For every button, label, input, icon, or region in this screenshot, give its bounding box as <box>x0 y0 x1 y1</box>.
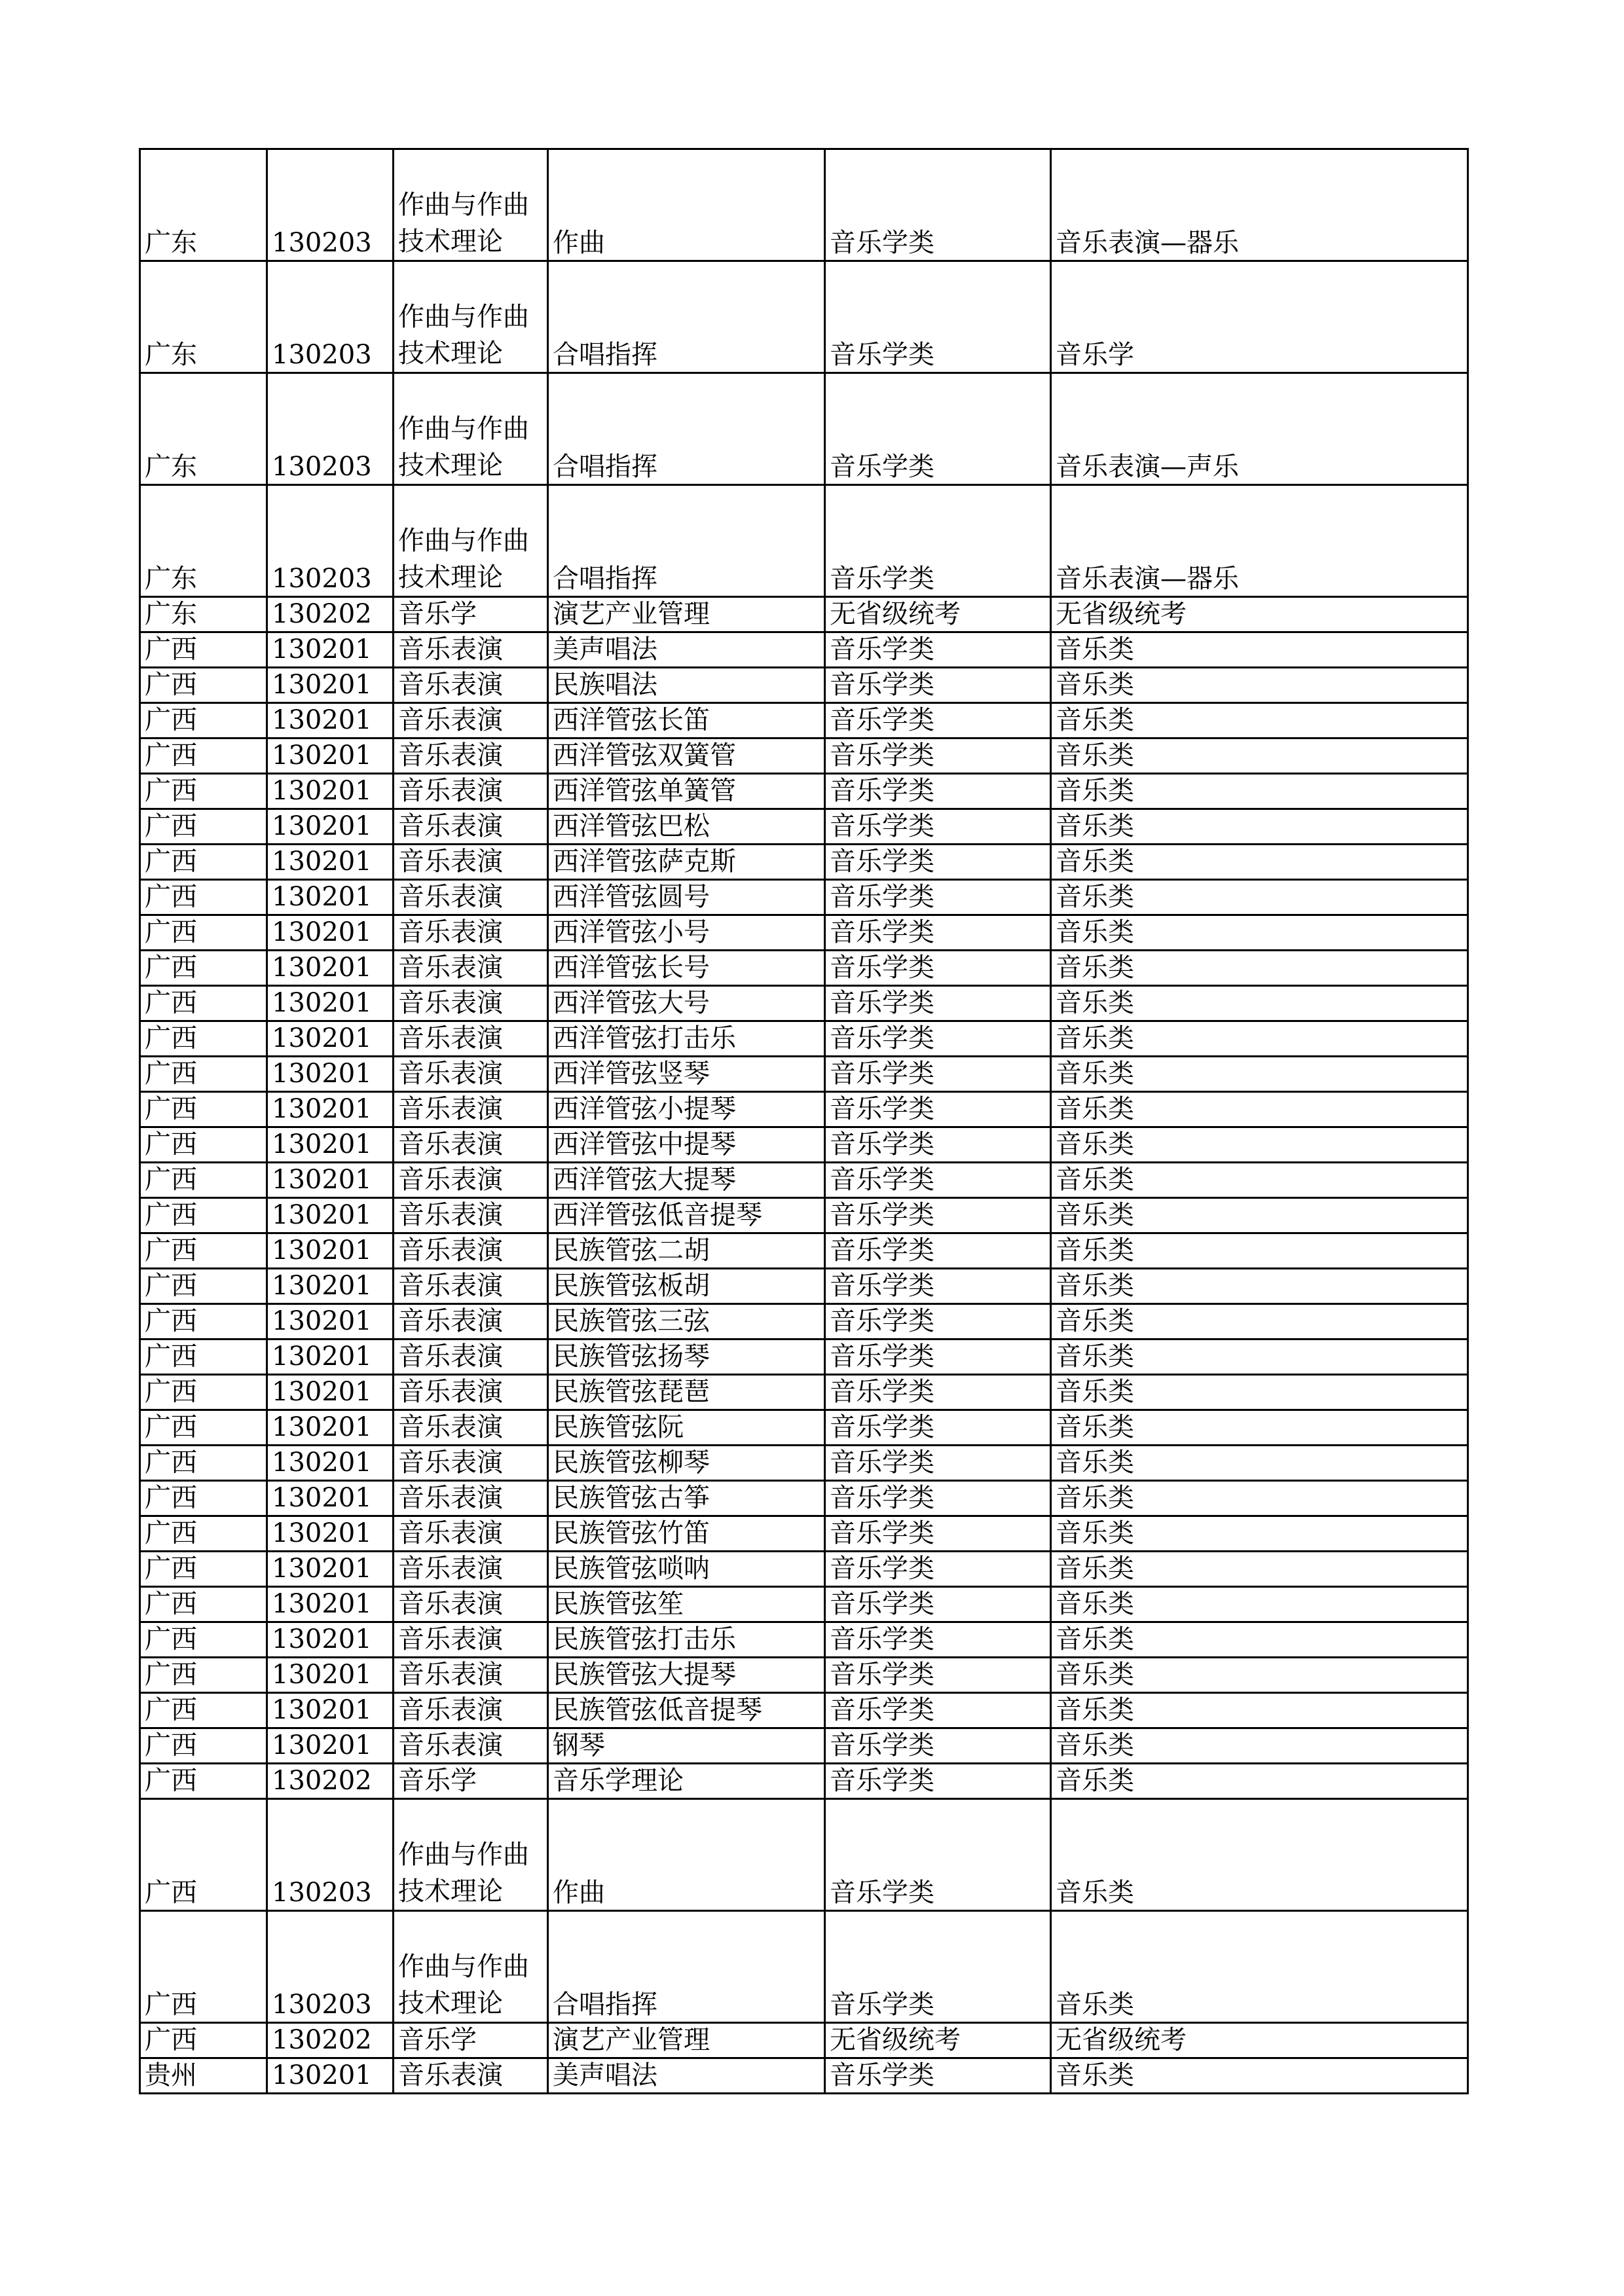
major-cell: 音乐表演 <box>394 915 548 951</box>
code-cell: 130203 <box>267 261 394 373</box>
direction-cell: 西洋管弦中提琴 <box>548 1127 825 1163</box>
table-row <box>140 1516 1468 1552</box>
exam-category-cell: 音乐类 <box>1051 1516 1468 1552</box>
code-cell: 130201 <box>267 774 394 809</box>
exam-category-cell: 音乐类 <box>1051 1728 1468 1764</box>
direction-cell: 西洋管弦小提琴 <box>548 1092 825 1127</box>
major-cell: 音乐表演 <box>394 1552 548 1587</box>
province-cell: 广西 <box>140 1911 267 2023</box>
direction-cell: 民族管弦二胡 <box>548 1233 825 1269</box>
exam-category-cell: 音乐类 <box>1051 1375 1468 1410</box>
category-cell: 音乐学类 <box>825 1481 1051 1516</box>
table-row <box>140 1728 1468 1764</box>
exam-category-cell: 音乐类 <box>1051 668 1468 703</box>
table-row <box>140 1339 1468 1375</box>
exam-category-cell: 音乐类 <box>1051 1163 1468 1198</box>
table-row <box>140 986 1468 1021</box>
province-cell: 广东 <box>140 149 267 261</box>
province-cell: 广西 <box>140 1552 267 1587</box>
table-row <box>140 1410 1468 1446</box>
table-row <box>140 1446 1468 1481</box>
table-row <box>140 1269 1468 1304</box>
table-row <box>140 1198 1468 1233</box>
category-cell: 音乐学类 <box>825 738 1051 774</box>
table-row <box>140 1092 1468 1127</box>
category-cell: 音乐学类 <box>825 915 1051 951</box>
direction-cell: 合唱指挥 <box>548 1911 825 2023</box>
category-cell: 音乐学类 <box>825 951 1051 986</box>
direction-cell: 民族管弦三弦 <box>548 1304 825 1339</box>
province-cell: 广西 <box>140 986 267 1021</box>
code-cell: 130203 <box>267 1911 394 2023</box>
exam-category-cell: 音乐类 <box>1051 1410 1468 1446</box>
table-row <box>140 632 1468 668</box>
major-cell: 音乐表演 <box>394 845 548 880</box>
major-cell: 音乐表演 <box>394 1163 548 1198</box>
direction-cell: 民族唱法 <box>548 668 825 703</box>
category-cell: 无省级统考 <box>825 597 1051 632</box>
category-cell: 音乐学类 <box>825 1658 1051 1693</box>
table-row <box>140 1163 1468 1198</box>
province-cell: 贵州 <box>140 2058 267 2094</box>
category-cell: 音乐学类 <box>825 1911 1051 2023</box>
table-row <box>140 738 1468 774</box>
code-cell: 130201 <box>267 1198 394 1233</box>
direction-cell: 西洋管弦长号 <box>548 951 825 986</box>
exam-category-cell: 音乐类 <box>1051 1622 1468 1658</box>
code-cell: 130202 <box>267 597 394 632</box>
code-cell: 130201 <box>267 1410 394 1446</box>
category-cell: 音乐学类 <box>825 1587 1051 1622</box>
table-row <box>140 1658 1468 1693</box>
province-cell: 广东 <box>140 373 267 485</box>
code-cell: 130201 <box>267 1375 394 1410</box>
major-cell: 音乐表演 <box>394 738 548 774</box>
direction-cell: 民族管弦扬琴 <box>548 1339 825 1375</box>
category-cell: 音乐学类 <box>825 1446 1051 1481</box>
category-cell: 无省级统考 <box>825 2023 1051 2058</box>
exam-category-cell: 无省级统考 <box>1051 597 1468 632</box>
category-cell: 音乐学类 <box>825 373 1051 485</box>
code-cell: 130201 <box>267 668 394 703</box>
exam-category-cell: 音乐类 <box>1051 1304 1468 1339</box>
code-cell: 130203 <box>267 149 394 261</box>
direction-cell: 演艺产业管理 <box>548 597 825 632</box>
direction-cell: 作曲 <box>548 1799 825 1911</box>
major-cell: 音乐表演 <box>394 632 548 668</box>
code-cell: 130201 <box>267 1233 394 1269</box>
major-cell: 音乐表演 <box>394 2058 548 2094</box>
table-row <box>140 1233 1468 1269</box>
province-cell: 广西 <box>140 951 267 986</box>
major-cell: 音乐表演 <box>394 1446 548 1481</box>
category-cell: 音乐学类 <box>825 2058 1051 2094</box>
table-row <box>140 668 1468 703</box>
category-cell: 音乐学类 <box>825 880 1051 915</box>
code-cell: 130201 <box>267 915 394 951</box>
code-cell: 130201 <box>267 738 394 774</box>
table-row <box>140 1764 1468 1799</box>
province-cell: 广西 <box>140 1163 267 1198</box>
exam-category-cell: 音乐类 <box>1051 880 1468 915</box>
direction-cell: 民族管弦古筝 <box>548 1481 825 1516</box>
province-cell: 广西 <box>140 632 267 668</box>
code-cell: 130201 <box>267 1658 394 1693</box>
code-cell: 130201 <box>267 986 394 1021</box>
major-cell: 音乐表演 <box>394 1233 548 1269</box>
exam-category-cell: 音乐类 <box>1051 845 1468 880</box>
direction-cell: 民族管弦竹笛 <box>548 1516 825 1552</box>
major-cell: 音乐表演 <box>394 809 548 845</box>
exam-category-cell: 音乐类 <box>1051 915 1468 951</box>
exam-category-cell: 音乐学 <box>1051 261 1468 373</box>
major-cell: 作曲与作曲技术理论 <box>394 373 548 485</box>
major-cell: 音乐表演 <box>394 1410 548 1446</box>
province-cell: 广西 <box>140 1233 267 1269</box>
major-cell: 音乐表演 <box>394 1516 548 1552</box>
category-cell: 音乐学类 <box>825 1552 1051 1587</box>
code-cell: 130202 <box>267 2023 394 2058</box>
province-cell: 广西 <box>140 1339 267 1375</box>
province-cell: 广西 <box>140 1410 267 1446</box>
category-cell: 音乐学类 <box>825 1516 1051 1552</box>
code-cell: 130201 <box>267 1622 394 1658</box>
direction-cell: 西洋管弦长笛 <box>548 703 825 738</box>
direction-cell: 民族管弦阮 <box>548 1410 825 1446</box>
province-cell: 广西 <box>140 1658 267 1693</box>
category-cell: 音乐学类 <box>825 1233 1051 1269</box>
major-cell: 音乐表演 <box>394 951 548 986</box>
province-cell: 广西 <box>140 1304 267 1339</box>
province-cell: 广西 <box>140 1799 267 1911</box>
category-cell: 音乐学类 <box>825 986 1051 1021</box>
direction-cell: 西洋管弦打击乐 <box>548 1021 825 1057</box>
table-row <box>140 1587 1468 1622</box>
code-cell: 130203 <box>267 485 394 597</box>
code-cell: 130201 <box>267 1552 394 1587</box>
exam-category-cell: 音乐类 <box>1051 738 1468 774</box>
code-cell: 130203 <box>267 373 394 485</box>
province-cell: 广西 <box>140 915 267 951</box>
code-cell: 130201 <box>267 1057 394 1092</box>
category-cell: 音乐学类 <box>825 668 1051 703</box>
code-cell: 130201 <box>267 1446 394 1481</box>
category-cell: 音乐学类 <box>825 261 1051 373</box>
direction-cell: 演艺产业管理 <box>548 2023 825 2058</box>
province-cell: 广西 <box>140 774 267 809</box>
province-cell: 广西 <box>140 1764 267 1799</box>
major-cell: 音乐表演 <box>394 986 548 1021</box>
direction-cell: 西洋管弦巴松 <box>548 809 825 845</box>
direction-cell: 西洋管弦小号 <box>548 915 825 951</box>
exam-category-cell: 音乐类 <box>1051 951 1468 986</box>
code-cell: 130201 <box>267 1339 394 1375</box>
province-cell: 广东 <box>140 261 267 373</box>
category-cell: 音乐学类 <box>825 1198 1051 1233</box>
direction-cell: 合唱指挥 <box>548 485 825 597</box>
province-cell: 广西 <box>140 1481 267 1516</box>
code-cell: 130201 <box>267 1021 394 1057</box>
exam-category-cell: 音乐类 <box>1051 986 1468 1021</box>
direction-cell: 西洋管弦单簧管 <box>548 774 825 809</box>
code-cell: 130201 <box>267 1481 394 1516</box>
major-cell: 作曲与作曲技术理论 <box>394 1799 548 1911</box>
table-row <box>140 1911 1468 2023</box>
table-row <box>140 1552 1468 1587</box>
province-cell: 广西 <box>140 880 267 915</box>
major-cell: 音乐学 <box>394 2023 548 2058</box>
province-cell: 广东 <box>140 485 267 597</box>
province-cell: 广西 <box>140 809 267 845</box>
direction-cell: 西洋管弦圆号 <box>548 880 825 915</box>
direction-cell: 美声唱法 <box>548 632 825 668</box>
category-cell: 音乐学类 <box>825 845 1051 880</box>
code-cell: 130201 <box>267 1269 394 1304</box>
province-cell: 广西 <box>140 1269 267 1304</box>
major-cell: 音乐表演 <box>394 1375 548 1410</box>
province-cell: 广西 <box>140 845 267 880</box>
code-cell: 130201 <box>267 703 394 738</box>
direction-cell: 西洋管弦低音提琴 <box>548 1198 825 1233</box>
major-cell: 音乐表演 <box>394 1339 548 1375</box>
direction-cell: 作曲 <box>548 149 825 261</box>
exam-category-cell: 音乐类 <box>1051 1587 1468 1622</box>
exam-category-cell: 音乐类 <box>1051 1693 1468 1728</box>
table-row <box>140 703 1468 738</box>
code-cell: 130202 <box>267 1764 394 1799</box>
province-cell: 广西 <box>140 1057 267 1092</box>
category-cell: 音乐学类 <box>825 1410 1051 1446</box>
table-row <box>140 1622 1468 1658</box>
exam-category-cell: 音乐类 <box>1051 1911 1468 2023</box>
major-cell: 音乐表演 <box>394 1092 548 1127</box>
category-cell: 音乐学类 <box>825 1163 1051 1198</box>
category-cell: 音乐学类 <box>825 1304 1051 1339</box>
direction-cell: 民族管弦柳琴 <box>548 1446 825 1481</box>
category-cell: 音乐学类 <box>825 809 1051 845</box>
code-cell: 130201 <box>267 1728 394 1764</box>
province-cell: 广西 <box>140 703 267 738</box>
code-cell: 130201 <box>267 1304 394 1339</box>
major-cell: 音乐表演 <box>394 1587 548 1622</box>
category-cell: 音乐学类 <box>825 485 1051 597</box>
province-cell: 广西 <box>140 1693 267 1728</box>
category-cell: 音乐学类 <box>825 1127 1051 1163</box>
exam-category-cell: 音乐类 <box>1051 1021 1468 1057</box>
province-cell: 广西 <box>140 1092 267 1127</box>
table-row <box>140 774 1468 809</box>
table-row <box>140 1304 1468 1339</box>
table-row <box>140 1021 1468 1057</box>
table-row <box>140 845 1468 880</box>
category-cell: 音乐学类 <box>825 1375 1051 1410</box>
data-table <box>139 148 1469 2094</box>
province-cell: 广西 <box>140 1021 267 1057</box>
category-cell: 音乐学类 <box>825 632 1051 668</box>
direction-cell: 民族管弦唢呐 <box>548 1552 825 1587</box>
exam-category-cell: 音乐类 <box>1051 1339 1468 1375</box>
major-cell: 作曲与作曲技术理论 <box>394 485 548 597</box>
major-cell: 音乐表演 <box>394 1198 548 1233</box>
category-cell: 音乐学类 <box>825 149 1051 261</box>
table-row <box>140 951 1468 986</box>
table-row <box>140 373 1468 485</box>
table-row <box>140 880 1468 915</box>
direction-cell: 西洋管弦大提琴 <box>548 1163 825 1198</box>
category-cell: 音乐学类 <box>825 1021 1051 1057</box>
direction-cell: 音乐学理论 <box>548 1764 825 1799</box>
exam-category-cell: 音乐类 <box>1051 632 1468 668</box>
direction-cell: 西洋管弦萨克斯 <box>548 845 825 880</box>
code-cell: 130201 <box>267 2058 394 2094</box>
table-row <box>140 1799 1468 1911</box>
table-row <box>140 261 1468 373</box>
code-cell: 130201 <box>267 845 394 880</box>
code-cell: 130201 <box>267 880 394 915</box>
direction-cell: 民族管弦板胡 <box>548 1269 825 1304</box>
province-cell: 广西 <box>140 1516 267 1552</box>
major-cell: 音乐表演 <box>394 1304 548 1339</box>
code-cell: 130201 <box>267 1092 394 1127</box>
code-cell: 130201 <box>267 1163 394 1198</box>
exam-category-cell: 音乐类 <box>1051 1481 1468 1516</box>
direction-cell: 西洋管弦双簧管 <box>548 738 825 774</box>
code-cell: 130201 <box>267 1587 394 1622</box>
direction-cell: 民族管弦低音提琴 <box>548 1693 825 1728</box>
major-cell: 音乐学 <box>394 597 548 632</box>
exam-category-cell: 音乐类 <box>1051 1269 1468 1304</box>
exam-category-cell: 音乐类 <box>1051 1092 1468 1127</box>
major-cell: 音乐表演 <box>394 1728 548 1764</box>
category-cell: 音乐学类 <box>825 1693 1051 1728</box>
category-cell: 音乐学类 <box>825 1269 1051 1304</box>
province-cell: 广西 <box>140 1198 267 1233</box>
category-cell: 音乐学类 <box>825 1339 1051 1375</box>
code-cell: 130203 <box>267 1799 394 1911</box>
major-cell: 音乐表演 <box>394 880 548 915</box>
major-cell: 作曲与作曲技术理论 <box>394 149 548 261</box>
exam-category-cell: 音乐类 <box>1051 774 1468 809</box>
direction-cell: 民族管弦大提琴 <box>548 1658 825 1693</box>
exam-category-cell: 音乐类 <box>1051 1057 1468 1092</box>
code-cell: 130201 <box>267 809 394 845</box>
direction-cell: 美声唱法 <box>548 2058 825 2094</box>
exam-category-cell: 音乐表演—声乐 <box>1051 373 1468 485</box>
table-body <box>140 149 1468 2094</box>
exam-category-cell: 音乐类 <box>1051 1233 1468 1269</box>
major-cell: 音乐表演 <box>394 1693 548 1728</box>
major-cell: 音乐表演 <box>394 1622 548 1658</box>
exam-category-cell: 音乐类 <box>1051 1446 1468 1481</box>
category-cell: 音乐学类 <box>825 774 1051 809</box>
table-row <box>140 1375 1468 1410</box>
exam-category-cell: 音乐类 <box>1051 809 1468 845</box>
code-cell: 130201 <box>267 951 394 986</box>
table-row <box>140 2023 1468 2058</box>
exam-category-cell: 音乐类 <box>1051 1552 1468 1587</box>
category-cell: 音乐学类 <box>825 1764 1051 1799</box>
province-cell: 广西 <box>140 1375 267 1410</box>
category-cell: 音乐学类 <box>825 1057 1051 1092</box>
table-row <box>140 809 1468 845</box>
exam-category-cell: 音乐类 <box>1051 703 1468 738</box>
table-row <box>140 1127 1468 1163</box>
province-cell: 广西 <box>140 738 267 774</box>
major-cell: 作曲与作曲技术理论 <box>394 261 548 373</box>
exam-category-cell: 音乐表演—器乐 <box>1051 485 1468 597</box>
table-row <box>140 485 1468 597</box>
major-cell: 音乐表演 <box>394 1481 548 1516</box>
major-cell: 作曲与作曲技术理论 <box>394 1911 548 2023</box>
direction-cell: 民族管弦琵琶 <box>548 1375 825 1410</box>
exam-category-cell: 音乐类 <box>1051 1799 1468 1911</box>
province-cell: 广西 <box>140 1728 267 1764</box>
code-cell: 130201 <box>267 1127 394 1163</box>
major-cell: 音乐表演 <box>394 1269 548 1304</box>
category-cell: 音乐学类 <box>825 1622 1051 1658</box>
direction-cell: 西洋管弦大号 <box>548 986 825 1021</box>
table-row <box>140 1481 1468 1516</box>
exam-category-cell: 音乐表演—器乐 <box>1051 149 1468 261</box>
major-cell: 音乐表演 <box>394 703 548 738</box>
major-cell: 音乐表演 <box>394 1127 548 1163</box>
table-row <box>140 915 1468 951</box>
table-row <box>140 1693 1468 1728</box>
province-cell: 广西 <box>140 1622 267 1658</box>
province-cell: 广西 <box>140 668 267 703</box>
direction-cell: 民族管弦打击乐 <box>548 1622 825 1658</box>
exam-category-cell: 无省级统考 <box>1051 2023 1468 2058</box>
code-cell: 130201 <box>267 632 394 668</box>
exam-category-cell: 音乐类 <box>1051 1198 1468 1233</box>
major-cell: 音乐表演 <box>394 774 548 809</box>
direction-cell: 合唱指挥 <box>548 261 825 373</box>
major-cell: 音乐表演 <box>394 1021 548 1057</box>
code-cell: 130201 <box>267 1516 394 1552</box>
table-row <box>140 149 1468 261</box>
code-cell: 130201 <box>267 1693 394 1728</box>
major-cell: 音乐表演 <box>394 668 548 703</box>
category-cell: 音乐学类 <box>825 703 1051 738</box>
exam-category-cell: 音乐类 <box>1051 1764 1468 1799</box>
exam-category-cell: 音乐类 <box>1051 1127 1468 1163</box>
category-cell: 音乐学类 <box>825 1799 1051 1911</box>
category-cell: 音乐学类 <box>825 1728 1051 1764</box>
major-cell: 音乐表演 <box>394 1658 548 1693</box>
table-row <box>140 597 1468 632</box>
direction-cell: 钢琴 <box>548 1728 825 1764</box>
direction-cell: 合唱指挥 <box>548 373 825 485</box>
table-row <box>140 1057 1468 1092</box>
major-cell: 音乐表演 <box>394 1057 548 1092</box>
exam-category-cell: 音乐类 <box>1051 2058 1468 2094</box>
direction-cell: 西洋管弦竖琴 <box>548 1057 825 1092</box>
province-cell: 广东 <box>140 597 267 632</box>
exam-category-cell: 音乐类 <box>1051 1658 1468 1693</box>
major-cell: 音乐学 <box>394 1764 548 1799</box>
province-cell: 广西 <box>140 1446 267 1481</box>
province-cell: 广西 <box>140 1587 267 1622</box>
province-cell: 广西 <box>140 1127 267 1163</box>
category-cell: 音乐学类 <box>825 1092 1051 1127</box>
direction-cell: 民族管弦笙 <box>548 1587 825 1622</box>
table-row <box>140 2058 1468 2094</box>
province-cell: 广西 <box>140 2023 267 2058</box>
